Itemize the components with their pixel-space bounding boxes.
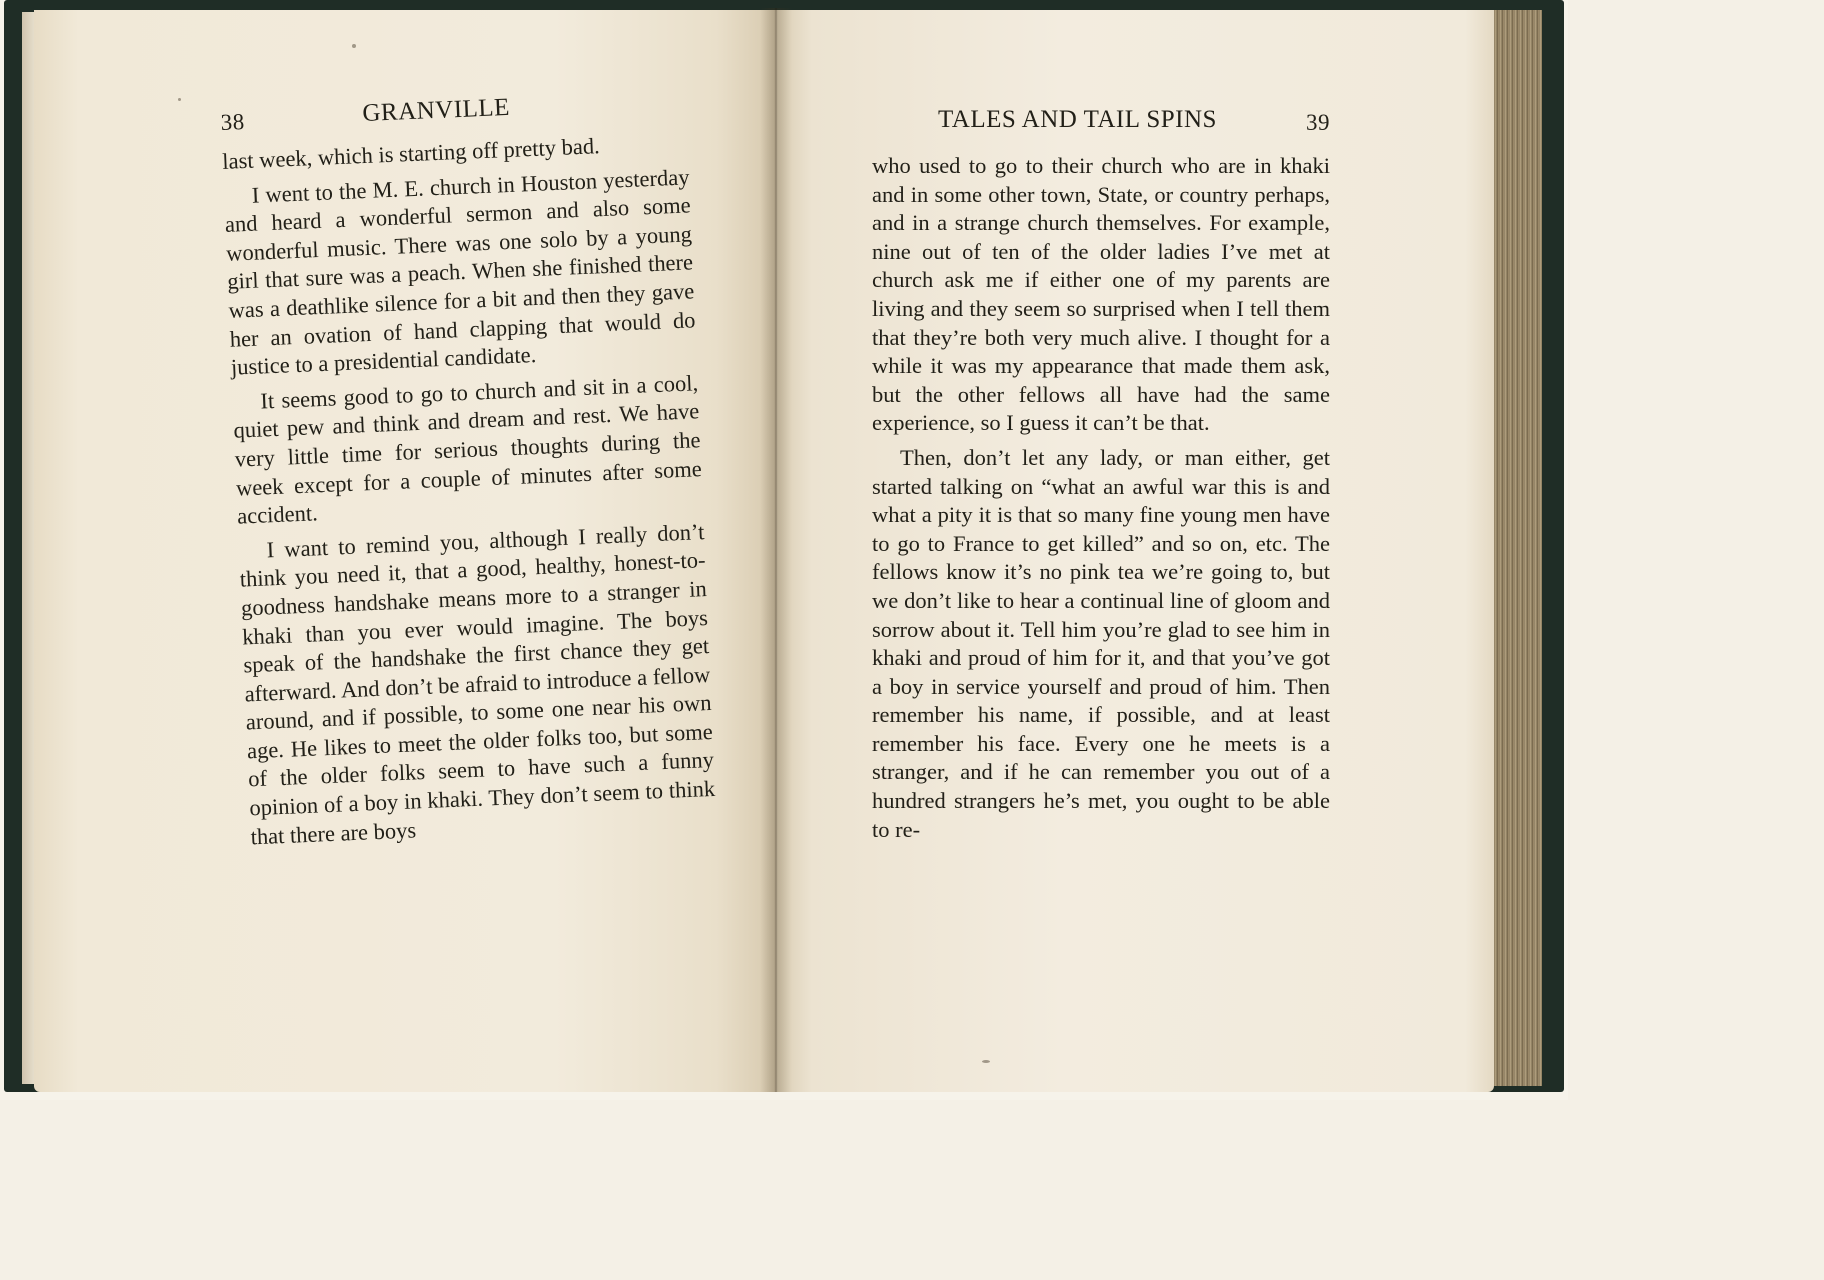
- left-page: [34, 10, 776, 1092]
- scan-speck: [178, 98, 181, 101]
- book-gutter: [760, 8, 792, 1092]
- right-page-number: 39: [1306, 110, 1330, 135]
- scan-speck: [982, 1060, 990, 1063]
- right-running-title: TALES AND TAIL SPINS: [938, 106, 1217, 133]
- right-paragraph-2: Then, don’t let any lady, or man either, get started talking on “what an awful war this is and what a pity it is that so many fine young men have to go to France to get killed” and so on, etc. The fellows know it’s no pink tea we’re going to, but we don’t like to hear a continual line of gloom and sorrow about it. Tell him you’re glad to see him in khaki and proud of him for it, and that you’ve got a boy in service yourself and proud of him. Then remember his name, if possible, and at least remember his face. Every one he meets is a stranger, and if he can remember you out of a hundred strangers he’s met, you ought to be able to re-: [872, 444, 1330, 842]
- scan-speck: [352, 44, 356, 48]
- right-body-text: [872, 152, 1330, 844]
- left-running-title: GRANVILLE: [361, 93, 511, 128]
- right-page: [776, 10, 1494, 1092]
- right-page-content: [872, 106, 1330, 844]
- left-page-content: [220, 86, 717, 851]
- left-body-text: [222, 128, 717, 851]
- right-page-edges: [1494, 10, 1542, 1086]
- left-paragraph-1: last week, which is starting off pretty bad.: [221, 133, 601, 174]
- right-running-head: [872, 106, 1330, 146]
- left-page-number: 38: [220, 108, 246, 135]
- left-paragraph-4: I want to remind you, although I really don’t think you need it, that a good, healthy, honest-to-goodness handshake means more to a stranger in khaki than you ever would imagine. The boys speak of the handshake the first chance they get afterward. And don’t be afraid to introduce a fellow around, and if possible, to some one near his own age. He likes to meet the older folks too, but some of the older folks seem to have such a funny opinion of a boy in khaki. They don’t seem to think that there are boys: [239, 518, 716, 850]
- left-paragraph-3: It seems good to go to church and sit in a cool, quiet pew and think and dream and rest. We have very little time for serious thoughts during the week except for a couple of minutes after some accident.: [233, 369, 703, 529]
- left-paragraph-2: I went to the M. E. church in Houston yesterday and heard a wonderful sermon and also some wonderful music. There was one solo by a young girl that sure was a peach. When she finished there was a deathlike silence for a bit and then they gave her an ovation of hand clapping that would do justice to a presidential candidate.: [224, 164, 696, 380]
- right-paragraph-1: who used to go to their church who are in khaki and in some other town, State, or country perhaps, and in a strange church themselves. For example, nine out of ten of the older ladies I’ve met at church ask me if either one of my parents are living and they seem so surprised when I tell them that they’re both very much alive. I thought for a while it was my appearance that made them ask, but the other fellows all have had the same experience, so I guess it can’t be that.: [872, 153, 1330, 436]
